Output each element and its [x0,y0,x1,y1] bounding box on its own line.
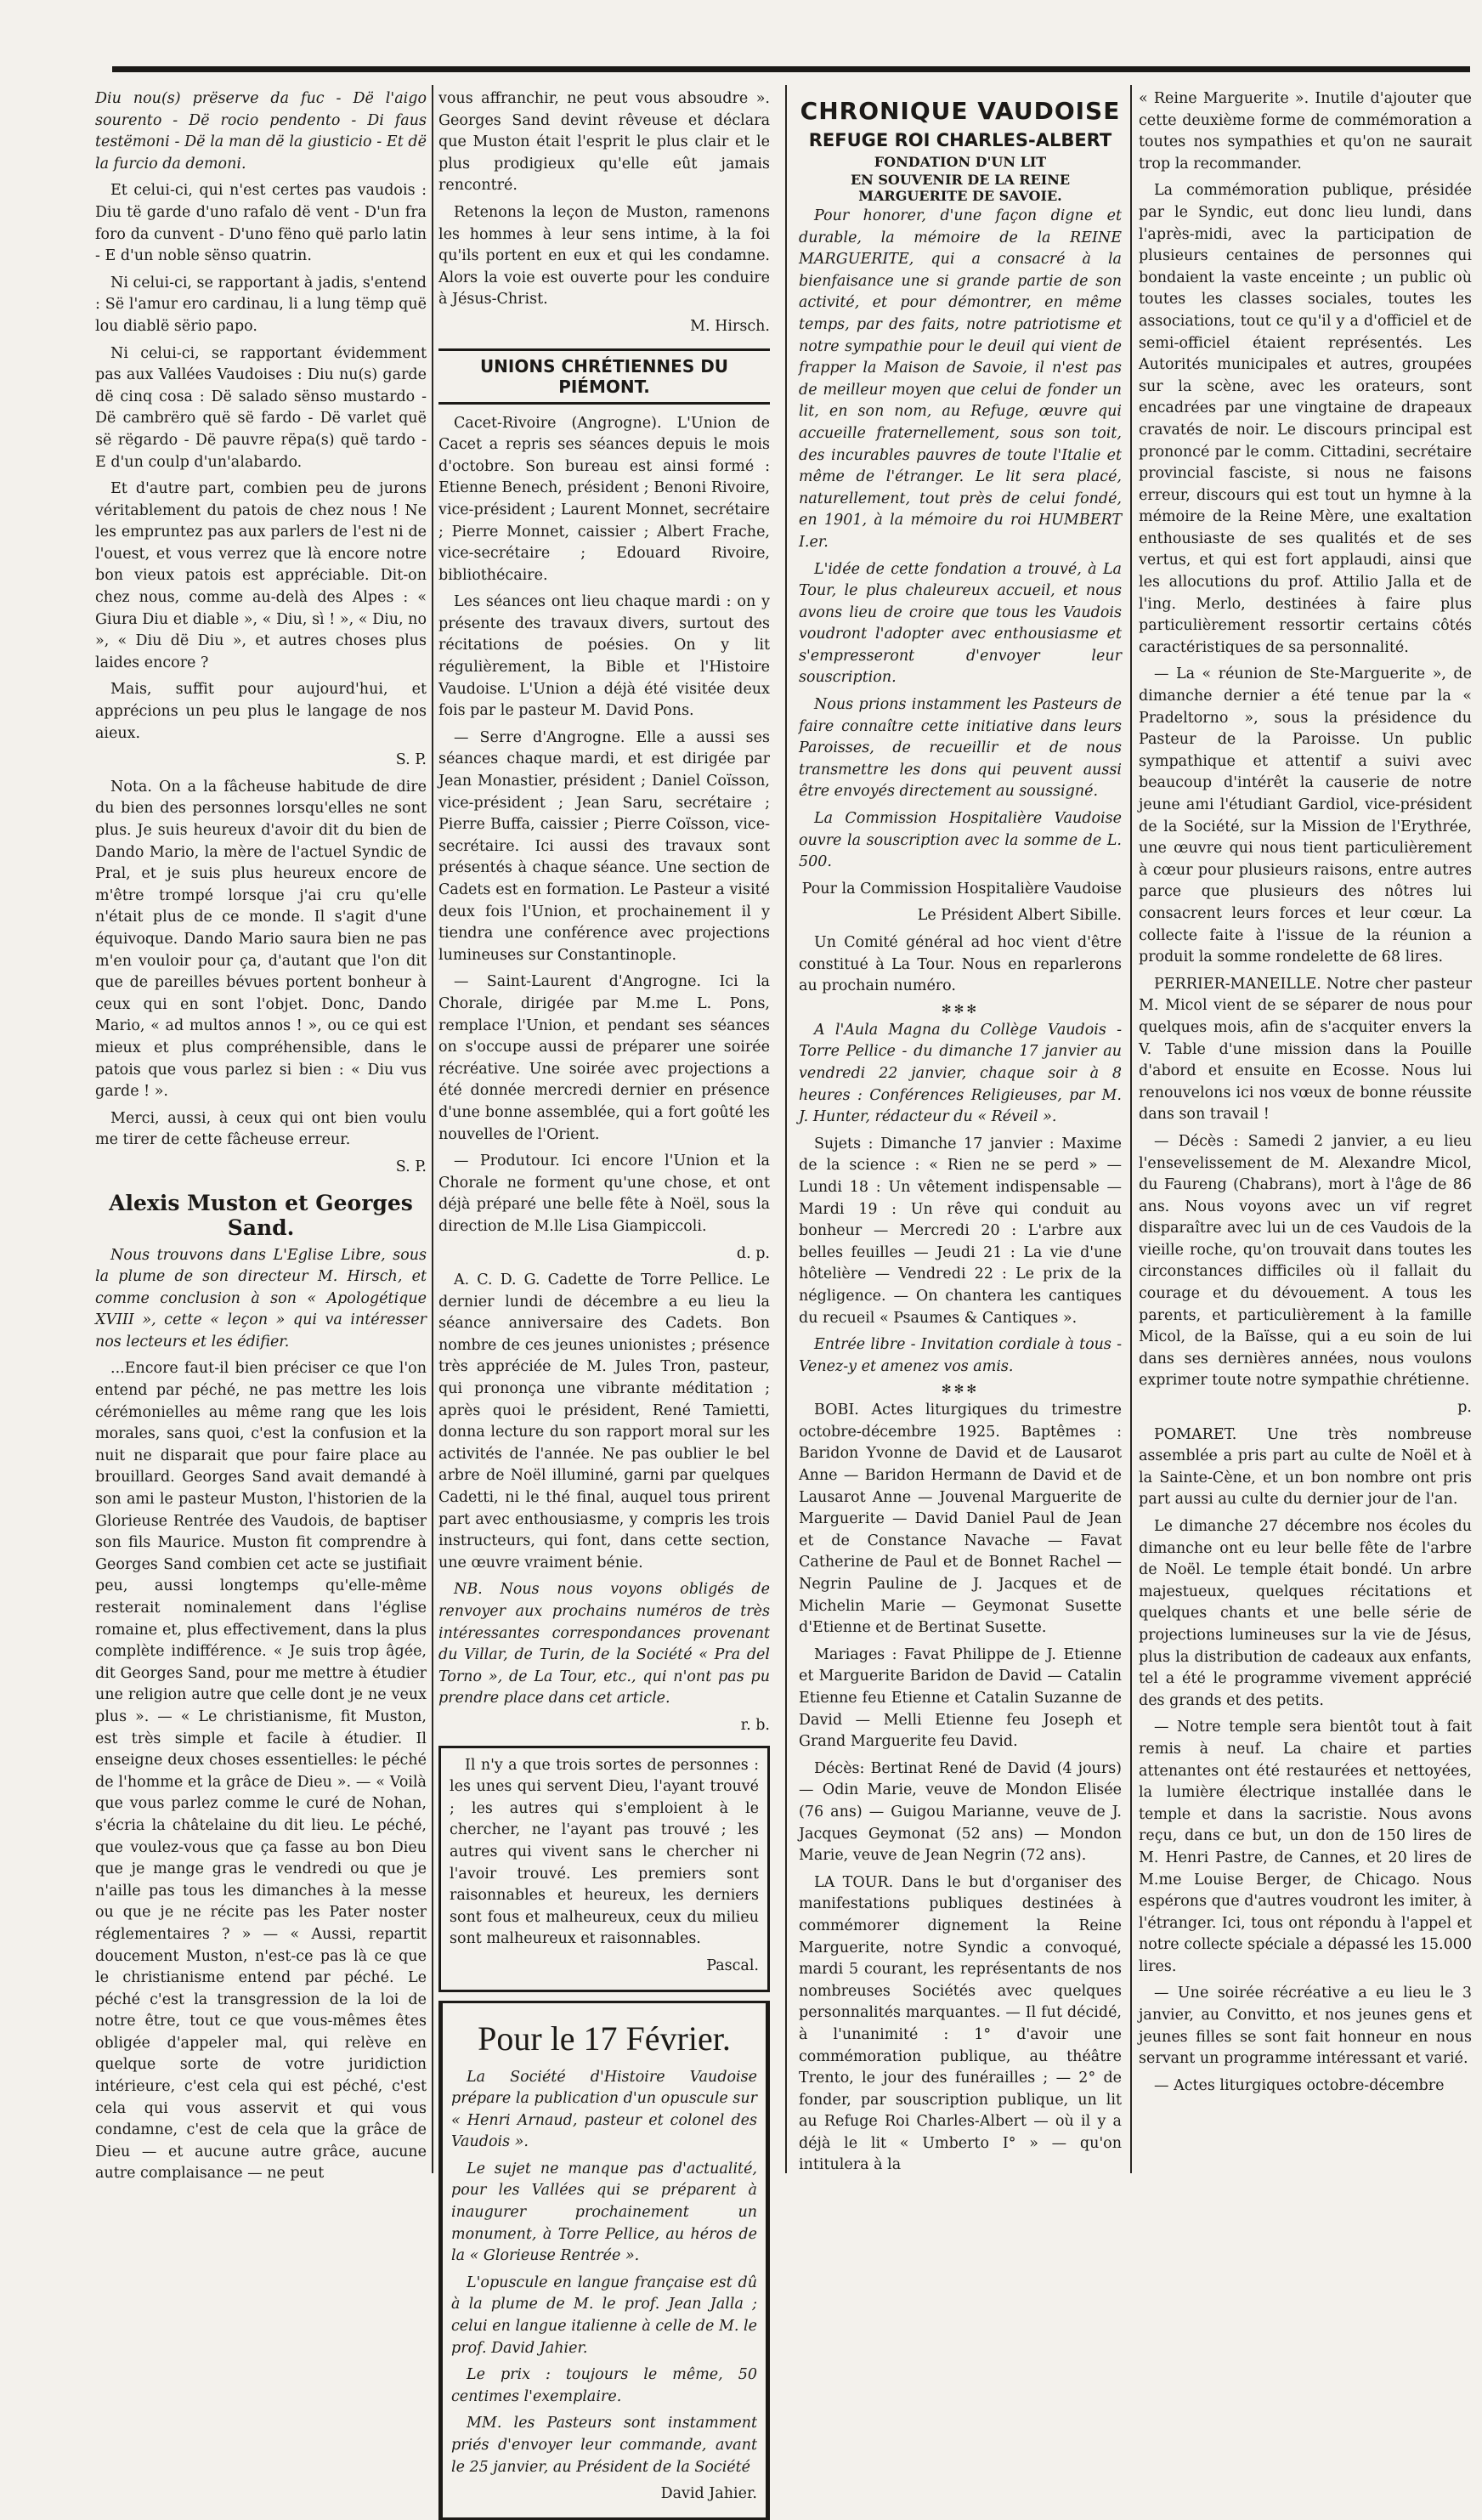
paragraph: — Une soirée récréative a eu lieu le 3 janvier, au Convitto, et nos jeunes gens et jeunes filles se sont fait honneur en nous servant un programme intéressant et varié. [1139,1985,1472,2068]
paragraph: ...Encore faut-il bien préciser ce que l'on entend par péché, ne pas mettre les lois cérémonielles au même rang que les lois morales, sans quoi, c'est la confusion et la nuit ne disparait que pour faire place au brouillard. Georges Sand avait demandé à son ami le pasteur Muston, l'historien de la Glorieuse Rentrée des Vaudois, de baptiser son fils Maurice. Muston fit comprendre à Georges Sand combien cet acte se justifiait peu, aussi longtemps qu'elle-même resterait nominalement dans l'église romaine et, plus effectivement, dans la plus complète indifférence. « Je suis trop âgée, dit Georges Sand, pour me mettre à étudier une religion autre que celle dont je ne veux plus ». — « Le christianisme, fit Muston, est très simple et facile à étudier. Il enseigne deux choses essentielles: le péché de l'homme et la grâce de Dieu ». — « Voilà que vous parlez comme le curé de Nohan, s'écria la châtelaine du dit lieu. Le péché, que voulez-vous que ça fasse au bon Dieu que je mange gras le vendredi ou que je n'aille pas tous les dimanches à la messe ou que je ne récite pas les Pater noster réglementaires ? » — « Aussi, repartit doucement Muston, n'est-ce pas là ce que le christianisme entend par péché. Le péché c'est la transgression de la loi de notre être, tout ce que vous-mêmes êtes obligée d'appeler mal, qui relève en quelque sorte de votre juridiction intérieure, c'est cela qui est péché, c'est cela qui vous asservit et qui vous condamne, c'est de cela que la grâce de Dieu — et aucune autre grâce, aucune autre complaisance — ne peut [95,1360,427,2183]
signature: p. [1457,1399,1472,1417]
section-separator: ✻✻✻ [941,1383,980,1397]
paragraph: vous affranchir, ne peut vous absoudre ». Georges Sand devint rêveuse et déclara que Muston était l'esprit le plus clair et le plus prodigieux qu'elle eût jamais rencontré. [438,90,770,195]
paragraph: Le dimanche 27 décembre nos écoles du dimanche ont eu leur belle fête de l'arbre de Noël. Le temple était bondé. Un arbre majestueux, quelques récitations et quelques chants et une belle série de projections lumineuses sur la vie de Jésus, plus la distribution de cadeaux aux enfants, tel a été le programme vivement apprécié des grands et des petits. [1139,1518,1472,1709]
paragraph: Cacet-Rivoire (Angrogne). L'Union de Cacet a repris ses séances depuis le mois d'octobre. Son bureau est ainsi formé : Etienne Benech, président ; Benoni Rivoire, vice-président ; Laurent Monnet, secrétaire ; Pierre Monnet, caissier ; Albert Frache, vice-secrétaire ; Edouard Rivoire, bibliothécaire. [438,414,770,584]
article-heading: Alexis Muston et Georges Sand. [109,1190,413,1240]
column-divider [1130,85,1132,2173]
signature: S. P. [395,751,427,769]
column-1 [95,88,427,2183]
paragraph: LA TOUR. Dans le but d'organiser des manifestations publiques destinées à commémorer dignement la Reine Marguerite, notre Syndic a convoqué, mardi 5 courant, les représentants de nos nombreuses Sociétés avec quelques personnalités marquantes. — Il fut décidé, à l'unanimité : 1° d'avoir une commémoration publique, au théâtre Trento, le jour des funérailles ; — 2° de fonder, par souscription publique, un lit au Refuge Roi Charles-Albert — où il y a déjà le lit « Umberto I° » — qu'on intitulera à la [799,1873,1122,2174]
paragraph: A. C. D. G. Cadette de Torre Pellice. Le dernier lundi de décembre a eu lieu la séance anniversaire des Cadets. Bon nombre de ces jeunes unionistes ; présence très appréciée de M. Jules Tron, pasteur, qui prononça une vibrante méditation ; après quoi le président, René Tamietti, donna lecture du son rapport moral sur les activités de l'année. Ne pas oublier le bel arbre de Noël illuminé, garni par quelques Cadetti, ni le thé final, auquel tous prirent part avec enthousiasme, y compris les trois instructeurs, qui font, dans cette section, une œuvre vraiment bénie. [438,1271,770,1571]
paragraph: Pour honorer, d'une façon digne et durable, la mémoire de la REINE MARGUERITE, qui a consacré à la bienfaisance une si grande partie de son activité, et pour démontrer, en même temps, par des faits, notre patriotisme et notre sympathie pour le deuil qui vient de frapper la Maison de Savoie, il n'est pas de meilleur moyen que celui de fonder un lit, en son nom, au Refuge, œuvre qui accueille fraternellement, sous son toit, des incurables pauvres de toute l'Italie et même de l'étranger. Le lit sera placé, naturellement, tout près de celui fondé, en 1901, à la mémoire du roi HUMBERT I.er. [799,207,1122,551]
paragraph: La Société d'Histoire Vaudoise prépare la publication d'un opuscule sur « Henri Arnaud, pasteur et colonel des Vaudois ». [451,2068,757,2151]
announcement-title: Pour le 17 Février. [478,2019,731,2058]
paragraph: La commémoration publique, présidée par le Syndic, eut donc lieu lundi, dans l'après-midi, avec la participation de plusieurs centaines de personnes qui bondaient la vaste enceinte ; un public où toutes les classes sociales, toutes les associations, tout ce qu'il y a d'officiel et de semi-officiel étaient représentés. Les Autorités municipales et autres, groupées sur la scène, avec les orateurs, sont encadrées par une vingtaine de drapeaux cravatés de noir. Le discours principal est prononcé par le comm. Cittadini, secrétaire provincial fasciste, si nous ne faisons erreur, discours qui est tout un hymne à la mémoire de la Reine Mère, une exaltation enthousiaste de ses qualités et de ses vertus, et qui est fort applaudi, ainsi que les allocutions du prof. Attilio Jalla et de l'ing. Merlo, destinées à faire plus particulièrement ressortir certains côtés caractéristiques de sa personnalité. [1139,182,1472,656]
paragraph: Ni celui-ci, se rapportant évidemment pas aux Vallées Vaudoises : Diu nu(s) garde dë cinq cosa : Dë salado sënso mustardo - Dë cambrëro quë së fardo - Dë varlet quë së rëgardo - Dë pauvre rëpa(s) quë tardo - E d'un coulp d'un'alabardo. [95,344,427,471]
subheading: FONDATION D'UN LIT [874,154,1047,170]
column-3 [799,88,1122,2173]
article-intro: Nous trouvons dans L'Eglise Libre, sous la plume de son directeur M. Hirsch, et comme conclusion à son « Apologétique XVIII », cette « leçon » qui va intéresser nos lecteurs et les édifier. [95,1246,427,1351]
paragraph: Les séances ont lieu chaque mardi : on y présente des travaux divers, surtout des récitations de poésies. On y lit régulièrement, la Bible et l'Histoire Vaudoise. L'Union a déjà été visitée deux fois par le pasteur M. David Pons. [438,593,770,720]
signature: David Jahier. [660,2485,757,2503]
quote-author: Pascal. [706,1957,759,1974]
paragraph: « Reine Marguerite ». Inutile d'ajouter que cette deuxième forme de commémoration a toutes nos sympathies et qu'on ne saurait trop la recommander. [1139,90,1472,173]
column-divider [785,85,787,2173]
paragraph: Un Comité général ad hoc vient d'être constitué à La Tour. Nous en reparlerons au prochain numéro. [799,934,1122,995]
subheading: REFUGE ROI CHARLES-ALBERT [808,130,1112,150]
paragraph: Le prix : toujours le même, 50 centimes l'exemplaire. [451,2366,757,2405]
section-separator: ✻✻✻ [941,1002,980,1016]
paragraph: — Décès : Samedi 2 janvier, a eu lieu l'ensevelissement de M. Alexandre Micol, du Faureng (Chabrans), mort à l'âge de 86 ans. Nous voyons avec un vif regret disparaître avec lui un de ces Vaudois de la vieille roche, qu'on trouvait dans toutes les circonstances difficiles où il fallait du courage et du dévouement. A tous les parents, et particulièrement à la famille Micol, de la Baïsse, qui a eu soin de lui dans ses dernières années, nous voulons exprimer toute notre sympathie chrétienne. [1139,1132,1472,1390]
paragraph: Mariages : Favat Philippe de J. Etienne et Marguerite Baridon de David — Catalin Etienne feu Etienne et Catalin Suzanne de David — Melli Etienne feu Joseph et Grand Marguerite feu David. [799,1645,1122,1751]
nb-paragraph: NB. Nous nous voyons obligés de renvoyer aux prochains numéros de très intéressantes correspondances provenant du Villar, de Turin, de la Société « Pra del Torno », de La Tour, etc., qui n'ont pas pu prendre place dans cet article. [438,1581,770,1707]
paragraph: Ni celui-ci, se rapportant à jadis, s'entend : Së l'amur ero cardinau, li a lung tëmp quë lou diablë sërio papo. [95,274,427,335]
quote-text: Il n'y a que trois sortes de personnes : les unes qui servent Dieu, l'ayant trouvé ; les autres qui s'emploient à le chercher, ne l'ayant pas trouvé ; les autres qui vivent sans le chercher ni l'avoir trouvé. Les premiers sont raisonnables et heureux, les derniers sont fous et malheureux, ceux du milieu sont malheureux et raisonnables. [450,1756,759,1948]
paragraph: Entrée libre - Invitation cordiale à tous - Venez-y et amenez vos amis. [799,1336,1122,1375]
paragraph: — Saint-Laurent d'Angrogne. Ici la Chorale, dirigée par M.me L. Pons, remplace l'Union, et pendant ses séances on s'occupe aussi de préparer une soirée récréative. Une soirée avec projections a été donnée mercredi dernier en présence d'une bonne assemblée, qui a fort goûté les nouvelles de l'Orient. [438,973,770,1143]
section-heading: CHRONIQUE VAUDOISE [800,97,1121,125]
column-divider [432,85,433,2173]
paragraph: Merci, aussi, à ceux qui ont bien voulu me tirer de cette fâcheuse erreur. [95,1109,427,1149]
paragraph: — La « réunion de Ste-Marguerite », de dimanche dernier a été tenue par la « Pradeltorno », sous la présidence du Pasteur de la Paroisse. Un public sympathique et attentif a suivi avec beaucoup d'intérêt la causerie de notre jeune ami l'étudiant Gardiol, vice-président de la Société, sur la Mission de l'Erythrée, une œuvre qui nous tient particulièrement à cœur pour plusieurs raisons, entre autres parce que plusieurs des nôtres lui consacrent leurs forces et leur cœur. La collecte faite à l'issue de la réunion a produit la somme rondelette de 68 lires. [1139,665,1472,966]
signature: Pour la Commission Hospitalière Vaudoise [801,880,1122,898]
paragraph: A l'Aula Magna du Collège Vaudois - Torre Pellice - du dimanche 17 janvier au vendredi 22 janvier, chaque soir à 8 heures : Conférences Religieuses, par M. J. Hunter, rédacteur du « Réveil ». [799,1021,1122,1126]
subheading: EN SOUVENIR DE LA REINE MARGUERITE DE SAVOIE. [850,172,1071,204]
paragraph: POMARET. Une très nombreuse assemblée a pris part au culte de Noël et à la Sainte-Cène, et un bon nombre ont pris part aussi au culte du dernier jour de l'an. [1139,1425,1472,1509]
paragraph: Sujets : Dimanche 17 janvier : Maxime de la science : « Rien ne se perd » — Lundi 18 : Un vêtement indispensable — Mardi 19 : Un rêve qui conduit au bonheur — Mercredi 20 : L'arbre aux belles feuilles — Jeudi 21 : La vie d'une hôtelière — Vendredi 22 : Le prix de la négligence. — On chantera les cantiques du recueil « Psaumes & Cantiques ». [799,1135,1122,1327]
paragraph: L'opuscule en langue française est dû à la plume de M. le prof. Jean Jalla ; celui en langue italienne à celle de M. le prof. David Jahier. [451,2274,757,2357]
paragraph: — Produtour. Ici encore l'Union et la Chorale ne forment qu'une chose, et ont déjà préparé une belle fête à Noël, sous la direction de M.lle Lisa Giampiccoli. [438,1152,770,1235]
paragraph: L'idée de cette fondation a trouvé, à La Tour, le plus chaleureux accueil, et nous avons lieu de croire que tous les Vaudois voudront l'adopter avec enthousiasme et s'empresseront d'envoyer leur souscription. [799,560,1122,687]
column-4 [1139,88,1472,2173]
column-2 [438,88,770,2503]
paragraph: Et d'autre part, combien peu de jurons véritablement du patois de chez nous ! Ne les empruntez pas aux parlers de l'est ni de l'ouest, et vous verrez que là encore notre bon vieux patois est appréciable. Dit-on chez nous, comme au-delà des Alpes : « Giura Diu et diable », « Diu, sì ! », « Diu, no », « Diu dë Diu », et autres choses plus laides encore ? [95,480,427,671]
paragraph: Décès: Bertinat René de David (4 jours) — Odin Marie, veuve de Mondon Elisée (76 ans) — Guigou Marianne, veuve de J. Jacques Geymonat (52 ans) — Mondon Marie, veuve de Jean Negrin (72 ans). [799,1759,1122,1865]
announcement-box [438,2001,770,2520]
section-heading: UNIONS CHRÉTIENNES DU PIÉMONT. [438,348,770,405]
signature: d. p. [736,1244,770,1262]
paragraph: Mais, suffit pour aujourd'hui, et apprécions un peu plus le langage de nos aieux. [95,681,427,742]
patois-proverb: Diu nou(s) prëserve da fuc - Dë l'aigo sourento - Dë rocio pendento - Di faus testëmoni - Dë la man dë la giusticio - Et dë la furcio da demoni. [95,90,427,173]
paragraph: — Actes liturgiques octobre-décembre [1154,2076,1445,2094]
top-rule [112,66,1470,72]
signature: M. Hirsch. [690,317,770,335]
pascal-quote-box [438,1746,770,1992]
paragraph: — Notre temple sera bientôt tout à fait remis à neuf. La chaire et parties attenantes ont été restaurées et nettoyées, la lumière électrique installée dans le temple et dans la sacristie. Nous avons reçu, dans ce but, un don de 150 lires de M. Henri Pastre, de Cannes, et 20 lires de M.me Louise Berger, de Chicago. Nous espérons que d'autres voudront les imiter, à l'étranger. Ici, tous ont répondu à l'appel et notre collecte spéciale a dépassé les 15.000 lires. [1139,1719,1472,1975]
paragraph: BOBI. Actes liturgiques du trimestre octobre-décembre 1925. Baptêmes : Baridon Yvonne de David et de Lausarot Anne — Baridon Hermann de David et de Lausarot Anne — Jouvenal Marguerite de Marguerite — David Daniel Paul de Jean et de Constance Navache — Favat Catherine de Paul et de Bonnet Rachel — Negrin Pauline de J. Jacques et de Michelin Marie — Geymonat Susette d'Etienne et de Bertinat Susette. [799,1402,1122,1637]
paragraph: — Serre d'Angrogne. Elle a aussi ses séances chaque mardi, et est dirigée par Jean Monastier, président ; Daniel Coïsson, vice-président ; Jean Saru, secrétaire ; Pierre Buffa, caissier ; Pierre Coïsson, vice-secrétaire. Ici aussi des travaux sont présentés à chaque séance. Une section de Cadets est en formation. Le Pasteur a visité deux fois l'Union, et prochainement il y tiendra une conférence avec projections lumineuses sur Constantinople. [438,728,770,964]
signature: Le Président Albert Sibille. [917,907,1122,925]
paragraph: MM. les Pasteurs sont instamment priés d'envoyer leur commande, avant le 25 janvier, au Président de la Société [451,2415,757,2476]
signature: r. b. [740,1716,770,1734]
paragraph: Nous prions instamment les Pasteurs de faire connaître cette initiative dans leurs Paroisses, de recueillir et de nous transmettre les dons qui peuvent aussi être envoyés directement au soussigné. [799,696,1122,801]
paragraph: La Commission Hospitalière Vaudoise ouvre la souscription avec la somme de L. 500. [799,810,1122,871]
signature: S. P. [395,1158,427,1175]
paragraph: Retenons la leçon de Muston, ramenons les hommes à leur sens intime, à la foi qu'ils portent en eux et qui les condamne. Alors la voie est ouverte pour les conduire à Jésus-Christ. [438,203,770,309]
paragraph: Et celui-ci, qui n'est certes pas vaudois : Diu të garde d'uno rafalo dë vent - D'un fra foro da cunvent - D'uno fëno quë parlo latin - E d'un noble sënso quatrin. [95,182,427,265]
nota-paragraph: Nota. On a la fâcheuse habitude de dire du bien des personnes lorsqu'elles ne sont plus. Je suis heureux d'avoir dit du bien de Dando Mario, la mère de l'actuel Syndic de Pral, et je suis plus heureux encore de m'être trompé lorsque j'ai cru qu'elle n'était plus de ce monde. Il s'agit d'une équivoque. Dando Mario saura bien ne pas m'en vouloir pour ça, d'autant que l'on dit que de pareilles bévues portent bonheur à ceux qui en sont l'objet. Donc, Dando Mario, « ad multos annos ! », ou ce qui est mieux et plus compréhensible, dans le patois que vous parlez si bien : « Diu vus garde ! ». [95,778,427,1101]
paragraph: PERRIER-MANEILLE. Notre cher pasteur M. Micol vient de se séparer de nous pour quelques mois, afin de s'acquiter envers la V. Table d'une mission dans la Pouille d'abord et ensuite en Ecosse. Nous lui renouvelons ici nos vœux de bonne réussite dans son travail ! [1139,975,1472,1124]
paragraph: Le sujet ne manque pas d'actualité, pour les Vallées qui se préparent à inaugurer prochainement un monument, à Torre Pellice, au héros de la « Glorieuse Rentrée ». [451,2160,757,2265]
